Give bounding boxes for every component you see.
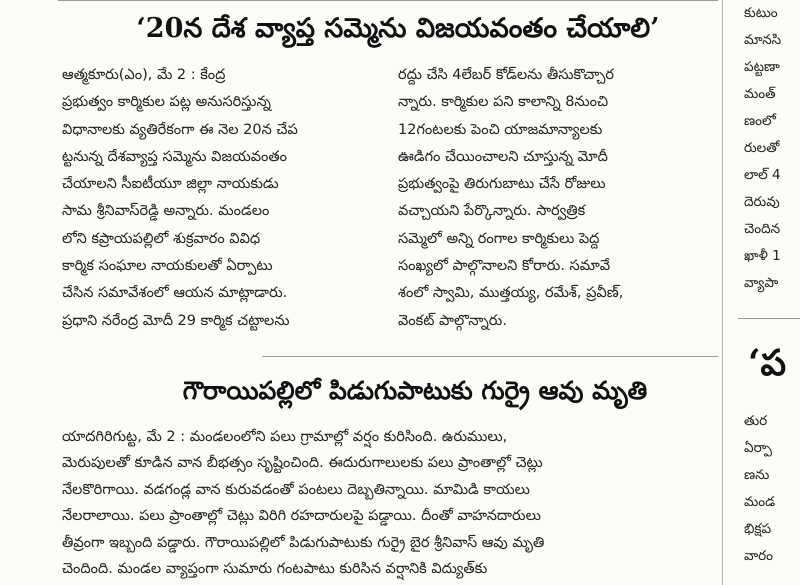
body-line: ణను (744, 467, 770, 483)
body-line: తుర (744, 413, 768, 429)
body-line: 12గంటలకు పెంచి యాజమాన్యాలకు (398, 121, 603, 138)
body-line: విధానాలకు వ్యతిరేకంగా ఈ నెల 20న చేప (62, 121, 298, 138)
body-line: మానసి (744, 32, 782, 48)
body-line: ఏర్పా (744, 440, 772, 456)
body-line: నేలకొరిగాయి. వడగండ్ల వాన కురువడంతో పంటలు దెబ్బతిన్నాయి. మామిడి కాయలు (62, 481, 530, 498)
story-separator (262, 356, 718, 357)
body-line: తీవ్రంగా ఇబ్బంది పడ్డారు. గౌరాయిపల్లిలో పిడుగుపాటుకు గుర్రై బైర శ్రీనివాస్ ఆవు మృతి (62, 534, 545, 551)
body-line: చేసిన సమావేశంలో ఆయన మాట్లాడారు. (62, 285, 288, 302)
story1-body-left (62, 62, 387, 335)
side-story2-body (744, 408, 800, 570)
body-line: ఊడిగం చేయించాలని చూస్తున్న మోదీ (398, 148, 608, 165)
body-line: ఆత్మకూరు(ఎం), మే 2 : కేంద్ర (62, 67, 226, 83)
body-line: మండ (744, 494, 776, 510)
body-line: సంఖ్యలో పాల్గొనాలని కోరారు. సమావే (398, 258, 611, 275)
body-line: లోని కప్రాయపల్లిలో శుక్రవారం వివిధ (62, 230, 261, 247)
body-line: ణంలో (744, 113, 776, 129)
body-line: కుటుం (744, 5, 778, 21)
body-line: రద్దు చేసి 4లేబర్ కోడ్‌లను తీసుకొచ్చార (398, 67, 615, 83)
body-line: న్నారు. కార్మికుల పని కాలాన్ని 8నుంచి (398, 94, 609, 111)
body-line: కార్మిక సంఘాల నాయకులతో ఏర్పాటు (62, 258, 273, 275)
body-line: శంలో స్వామి, ముత్తయ్య, రమేశ్, ప్రవీణ్, (398, 285, 624, 302)
side-headline: ‘ప (748, 342, 787, 384)
body-line: చెందింది. మండల వ్యాప్తంగా సుమారు గంటపాటు కురిసిన వర్షానికి విద్యుత్‌కు (62, 560, 488, 577)
body-line: ప్రభుత్వం కార్మికుల పట్ల అనుసరిస్తున్న (62, 94, 271, 111)
body-line: రులతో (744, 140, 780, 156)
body-line: నేలరాలాయి. పలు ప్రాంతాల్లో చెట్లు విరిగి రహదారులపై పడ్డాయి. దీంతో వాహనదారులు (62, 508, 541, 525)
top-rule (58, 0, 718, 1)
body-line: చెందిన (744, 221, 781, 237)
body-line: దెరువు (744, 194, 780, 210)
body-line: సమ్మెలో అన్ని రంగాల కార్మికులు పెద్ద (398, 230, 600, 247)
story1-body-right (398, 62, 712, 335)
body-line: పట్టణా (744, 59, 780, 75)
body-line: వారం (744, 548, 773, 564)
body-line: మెరుపులతో కూడిన వాన బీభత్సం సృష్టించింది. ఈదురుగాలులకు పలు ప్రాంతాల్లో చెట్లు (62, 455, 543, 472)
body-line: వచ్చాయని పేర్కొన్నారు. సార్వత్రిక (398, 203, 586, 220)
body-line: ట్టనున్న దేశవ్యాప్త సమ్మెను విజయవంతం (62, 148, 288, 165)
body-line: వ్యాపా (744, 275, 779, 291)
side-story-separator (738, 318, 800, 319)
body-line: ప్రభుత్వంపై తిరుగుబాటు చేసే రోజులు (398, 176, 606, 193)
body-line: సామ శ్రీనివాస్‌రెడ్డి అన్నారు. మండలం (62, 203, 270, 220)
story2-headline: గౌరాయిపల్లిలో పిడుగుపాటుకు గుర్రై ఆవు మృతి (182, 376, 648, 405)
body-line: లాల్ 4 (744, 167, 781, 183)
story2-body (62, 424, 712, 582)
body-line: ప్రధాని నరేంద్ర మోదీ 29 కార్మిక చట్టాలను (62, 312, 290, 329)
side-story-body (744, 0, 800, 297)
body-line: యాదగిరిగుట్ట, మే 2 : మండలంలోని పలు గ్రామాల్లో వర్షం కురిసింది. ఉరుములు, (62, 429, 508, 445)
body-line: భిక్షప (744, 521, 772, 537)
body-line: వెంకట్ పాల్గొన్నారు. (398, 312, 507, 329)
body-line: మంత్ (744, 86, 776, 102)
body-line: ఖాళీ 1 (744, 248, 781, 264)
body-line: చేయాలని సీఐటీయూ జిల్లా నాయకుడు (62, 176, 279, 193)
story1-headline: ‘20న దేశ వ్యాప్త సమ్మెను విజయవంతం చేయాలి’ (136, 13, 660, 44)
column-divider (722, 0, 723, 585)
